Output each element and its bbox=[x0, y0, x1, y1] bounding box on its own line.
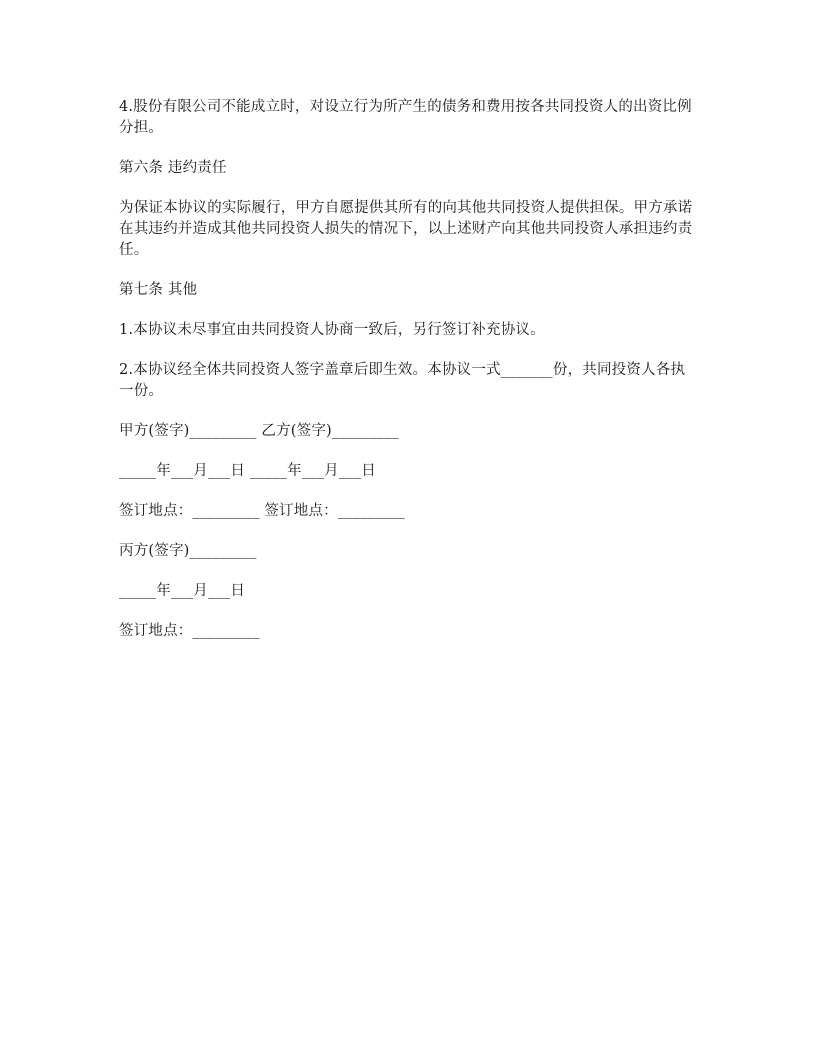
article-7-item-1: 1.本协议未尽事宜由共同投资人协商一致后，另行签订补充协议。 bbox=[119, 322, 545, 338]
article-6-heading: 第六条 违约责任 bbox=[119, 160, 227, 176]
date-line-party-a-b: _____年___月___日 _____年___月___日 bbox=[119, 463, 376, 479]
signature-line-party-c: 丙方(签字)_________ bbox=[119, 543, 257, 559]
place-line-party-a-b: 签订地点：_________ 签订地点：_________ bbox=[119, 503, 405, 519]
article-7-heading: 第七条 其他 bbox=[119, 282, 198, 298]
document-page bbox=[119, 97, 699, 661]
article-6-body: 为保证本协议的实际履行，甲方自愿提供其所有的向其他共同投资人提供担保。甲方承诺在其违约并造成其他共同投资人损失的情况下，以上述财产向其他共同投资人承担违约责任。 bbox=[119, 200, 693, 258]
clause-4-paragraph: 4.股份有限公司不能成立时，对设立行为所产生的债务和费用按各共同投资人的出资比例分担。 bbox=[119, 99, 692, 136]
place-line-party-c: 签订地点：_________ bbox=[119, 623, 260, 639]
article-7-item-2: 2.本协议经全体共同投资人签字盖章后即生效。本协议一式_______份，共同投资人各执一份。 bbox=[119, 362, 686, 399]
signature-line-party-a-b: 甲方(签字)_________ 乙方(签字)_________ bbox=[119, 423, 399, 439]
date-line-party-c: _____年___月___日 bbox=[119, 583, 246, 599]
